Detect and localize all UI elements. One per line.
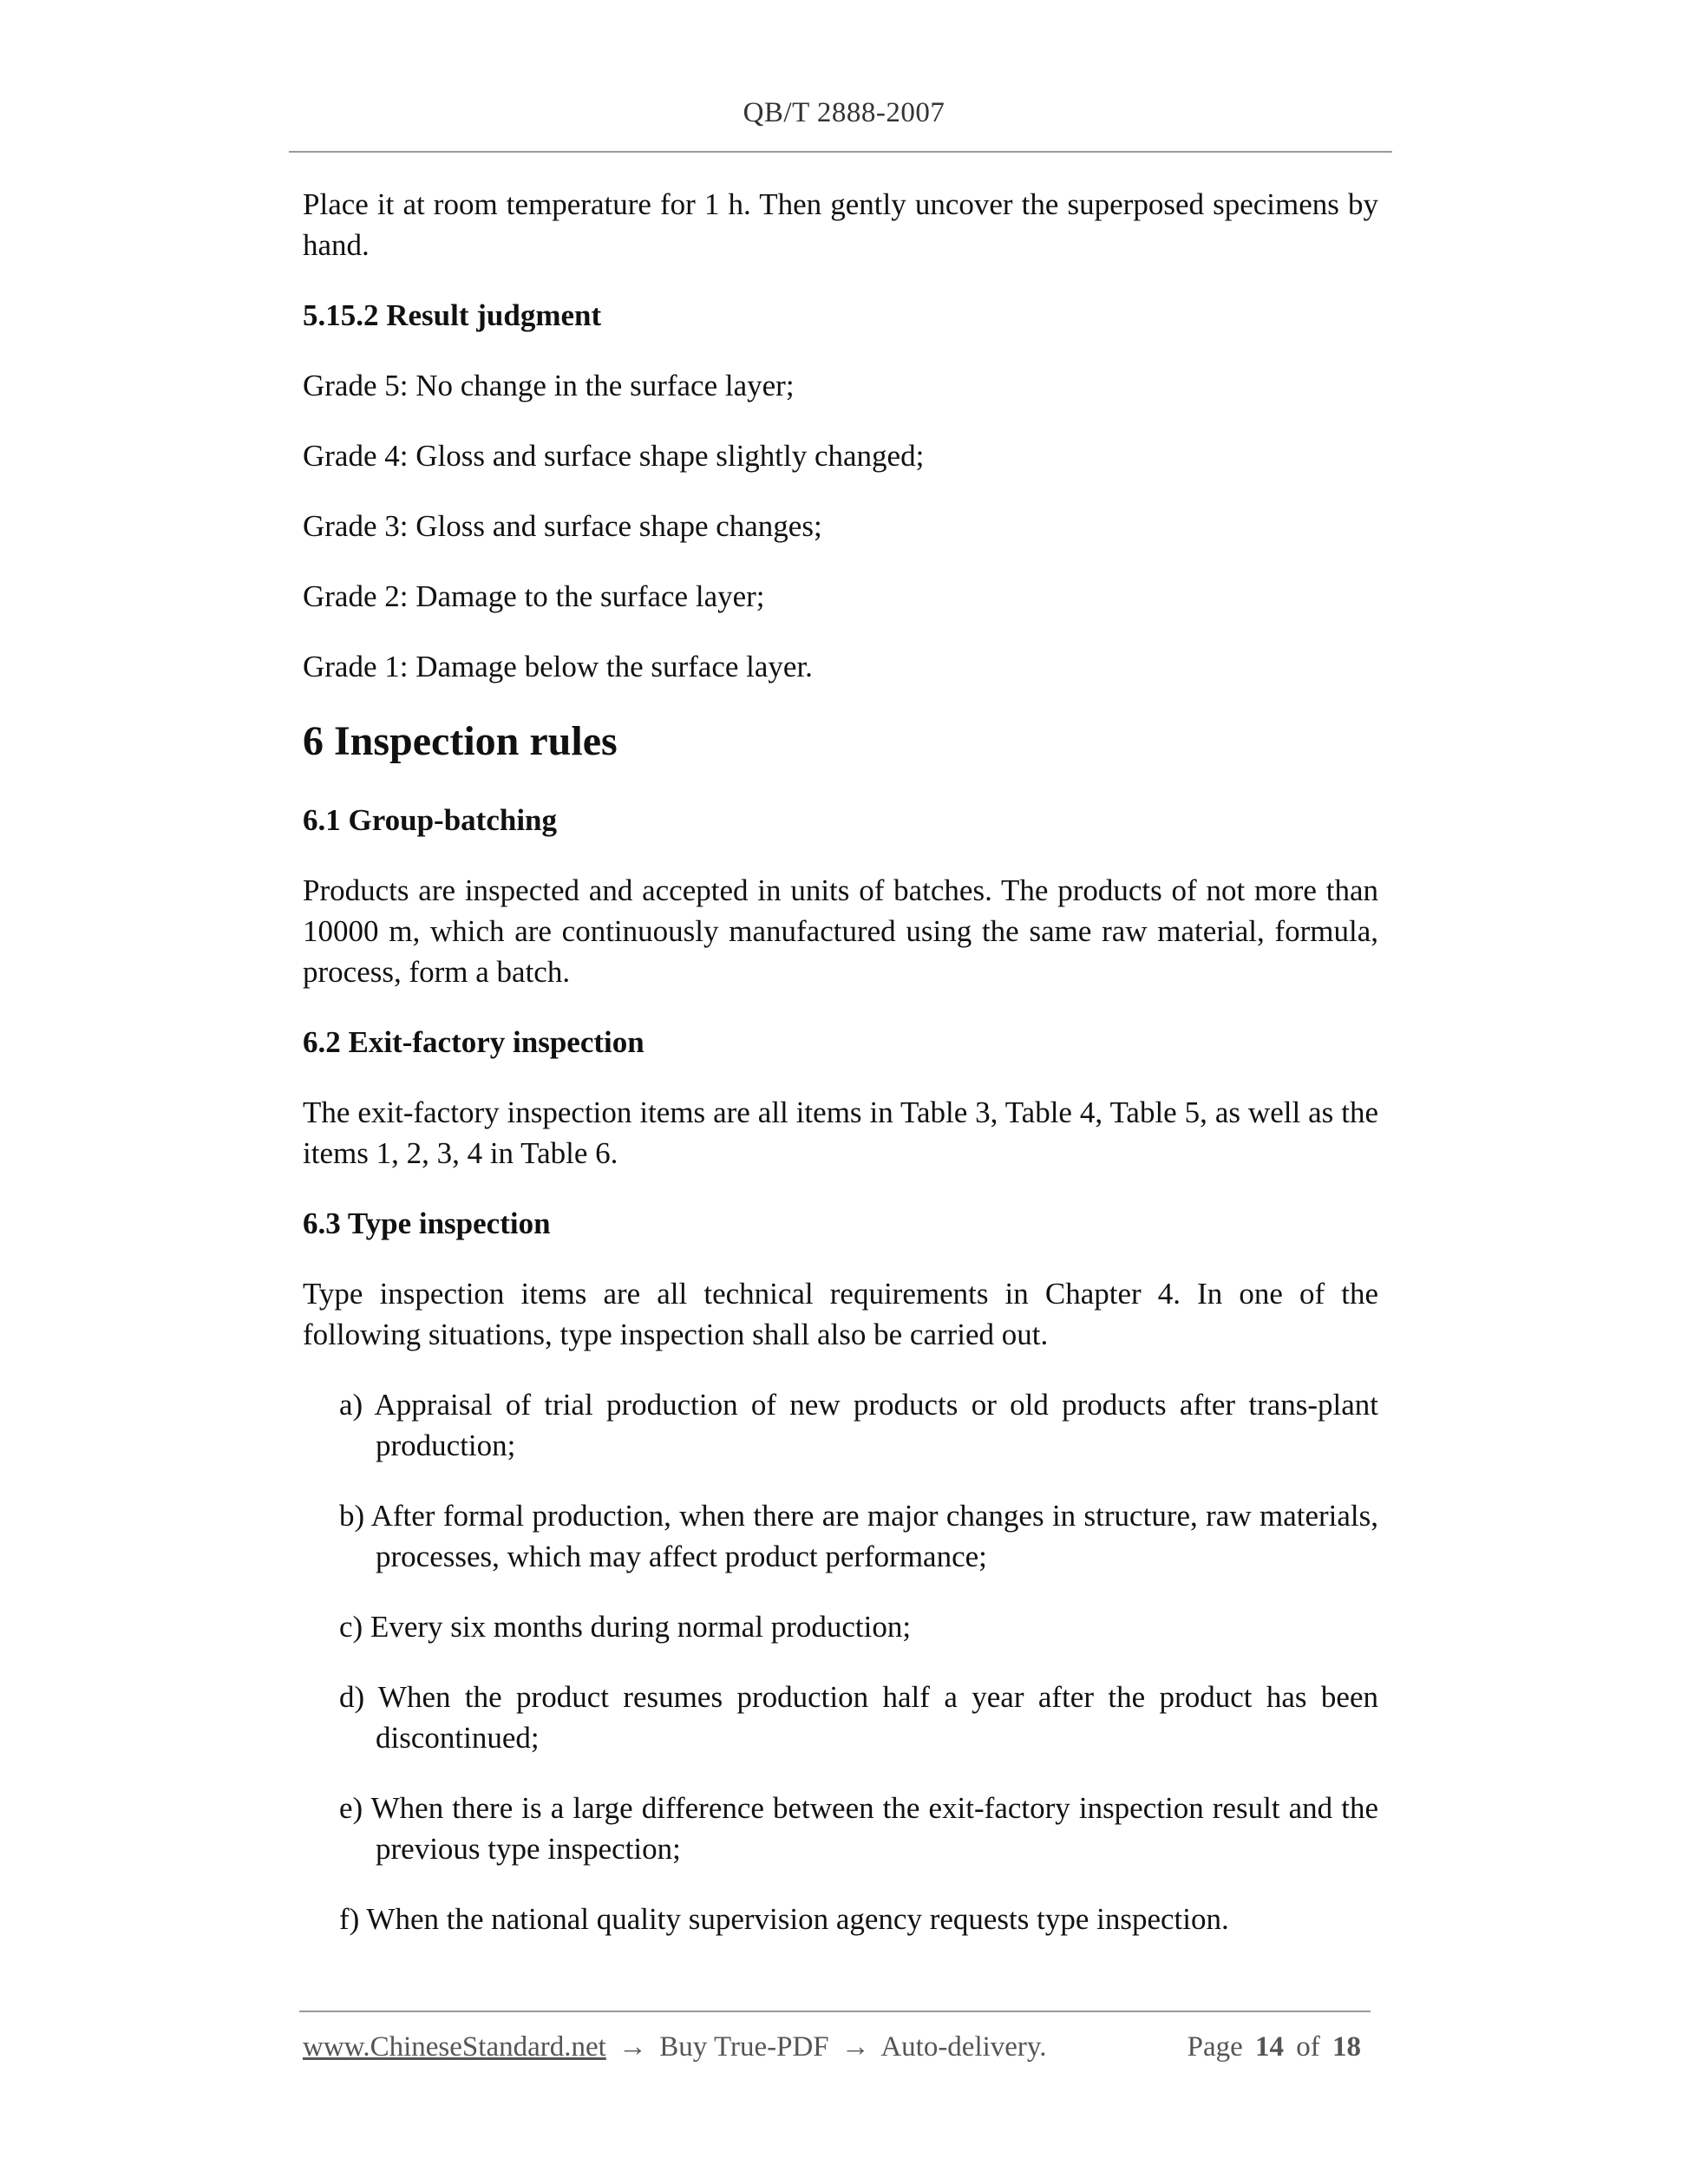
arrow-right-icon: →	[618, 2031, 648, 2063]
situation-list-item: e) When there is a large difference between the exit-factory inspection result and the previous type inspection;	[339, 1791, 1378, 1866]
intro-paragraph: Place it at room temperature for 1 h. Then gently uncover the superposed specimens by hand.	[303, 187, 1378, 262]
page-total: 18	[1332, 2031, 1361, 2063]
page-label: Page	[1187, 2031, 1243, 2063]
grade-item: Grade 3: Gloss and surface shape changes;	[303, 509, 822, 543]
grade-item: Grade 2: Damage to the surface layer;	[303, 579, 765, 613]
arrow-right-icon: →	[841, 2031, 870, 2063]
page-current: 14	[1255, 2031, 1284, 2063]
page-indicator	[1187, 2029, 1366, 2065]
situation-list-item: c) Every six months during normal production;	[339, 1610, 912, 1644]
buy-true-pdf-text: Buy True-PDF	[659, 2031, 829, 2063]
document-code-header: QB/T 2888-2007	[743, 97, 945, 128]
section-heading-6-2: 6.2 Exit-factory inspection	[303, 1025, 644, 1059]
section-6-3-text: Type inspection items are all technical requirements in Chapter 4. In one of the following situations, type inspection shall also be carried out.	[303, 1277, 1378, 1351]
section-heading-6-1: 6.1 Group-batching	[303, 803, 558, 837]
section-6-1-text: Products are inspected and accepted in units of batches. The products of not more than 10000 m, which are continuously manufactured using the same raw material, formula, process, form a batch.	[303, 873, 1378, 989]
grade-item: Grade 5: No change in the surface layer;	[303, 369, 795, 402]
footer-divider	[299, 2011, 1371, 2012]
header-divider	[289, 151, 1392, 153]
situation-list-item: a) Appraisal of trial production of new products or old products after trans-plant production;	[339, 1388, 1378, 1462]
section-heading-5-15-2: 5.15.2 Result judgment	[303, 298, 602, 332]
site-link[interactable]: www.ChineseStandard.net	[303, 2031, 606, 2063]
situation-list-item: d) When the product resumes production half a year after the product has been discontinued;	[339, 1680, 1378, 1755]
chapter-heading-6: 6 Inspection rules	[303, 718, 618, 764]
situation-list-item: f) When the national quality supervision agency requests type inspection.	[339, 1902, 1229, 1936]
section-6-2-text: The exit-factory inspection items are all items in Table 3, Table 4, Table 5, as well as the items 1, 2, 3, 4 in Table 6.	[303, 1095, 1378, 1170]
page-footer	[303, 2029, 1366, 2065]
page-of-label: of	[1296, 2031, 1320, 2063]
page-content	[303, 184, 1378, 1969]
section-heading-6-3: 6.3 Type inspection	[303, 1206, 551, 1240]
auto-delivery-text: Auto-delivery.	[880, 2031, 1047, 2063]
situation-list-item: b) After formal production, when there are major changes in structure, raw materials, processes, which may affect product performance;	[339, 1499, 1378, 1573]
grade-item: Grade 1: Damage below the surface layer.	[303, 650, 813, 683]
grade-item: Grade 4: Gloss and surface shape slightly changed;	[303, 439, 925, 473]
